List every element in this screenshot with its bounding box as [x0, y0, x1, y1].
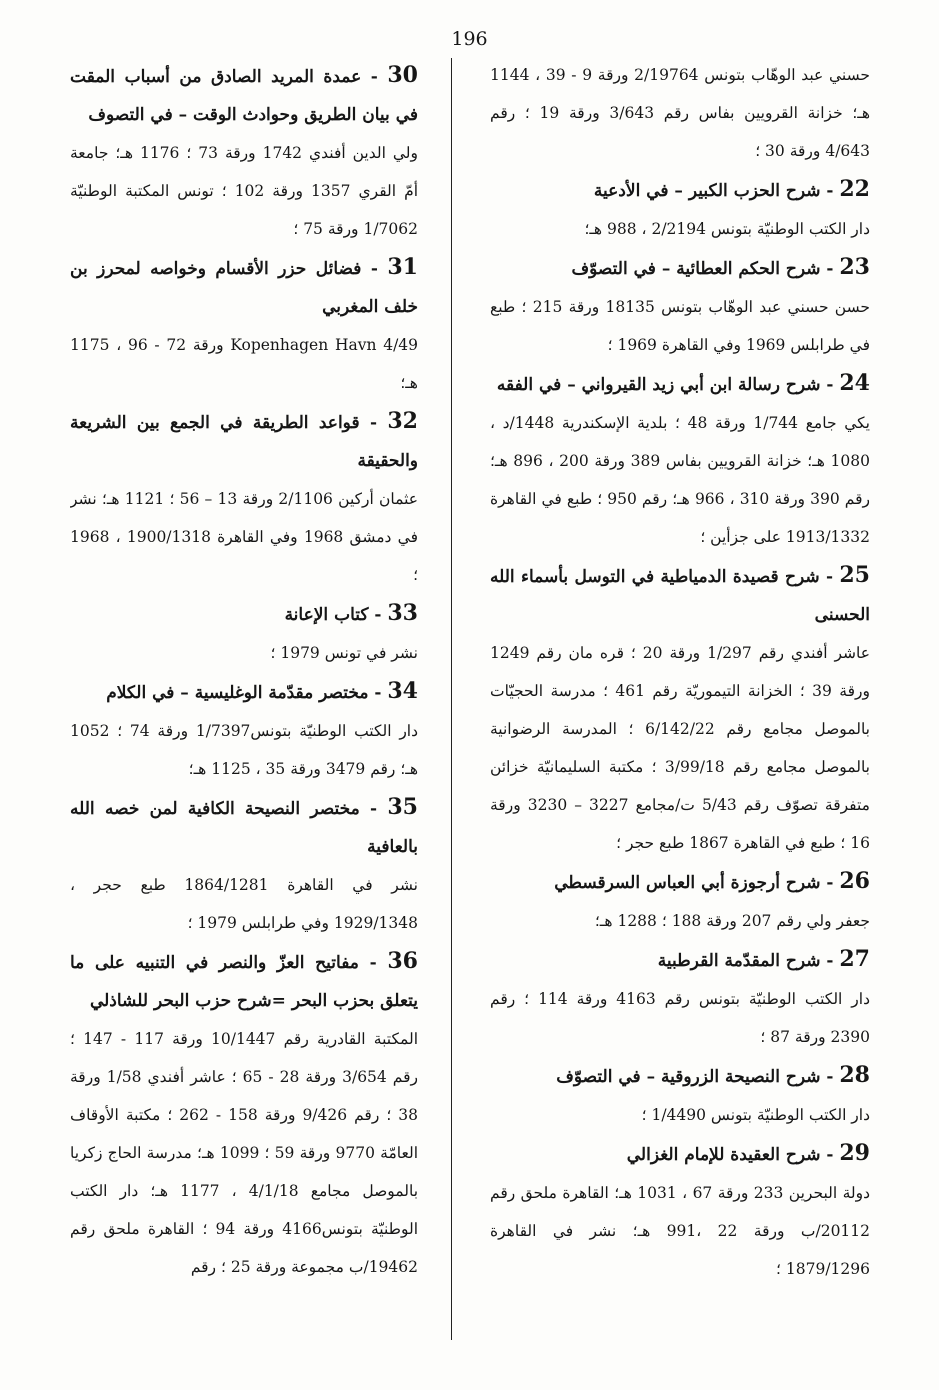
entry-title-text: - شرح العقيدة للإمام الغزالي	[626, 1145, 840, 1165]
entry-number: 35	[387, 794, 418, 820]
entry-number: 34	[387, 678, 418, 704]
entry-28	[490, 1056, 870, 1134]
entry-body: حسن حسني عبد الوهّاب بتونس 18135 ورقة 215 ؛ طبع في طرابلس 1969 وفي القاهرة 1969 ؛	[490, 298, 870, 354]
entry-31	[70, 248, 418, 402]
entry-title	[490, 556, 870, 634]
entry-body: دار الكتب الوطنيّة بتونس 2/2194 ، 988 هـ؛	[584, 220, 870, 238]
entry-22	[490, 170, 870, 248]
entry-number: 31	[387, 254, 418, 280]
entry-29	[490, 1134, 870, 1288]
entry-33	[70, 594, 418, 672]
entry-number: 24	[839, 370, 870, 396]
entry-body: عاشر أفندي رقم 1/297 ورقة 20 ؛ قره مان رقم 1249 ورقة 39 ؛ الخزانة التيموريّة رقم 461 ؛ مدرسة الحجيّات بالموصل مجامع رقم 6/142/22 ؛ المدرسة الرضوانية بالموصل مجامع رقم 3/99/18 ؛ مكتبة السليمانيّة خزائن متفرقة تصوّف رقم 5/43 ت/مجامع 3227 – 3230 ورقة 16 ؛ طبع في القاهرة 1867 طبع حجر ؛	[490, 644, 870, 852]
entry-title-text: - شرح الحكم العطائية – في التصوّف	[571, 259, 840, 279]
column-divider	[451, 58, 452, 1340]
entry-27	[490, 940, 870, 1056]
entry-title	[490, 248, 870, 288]
entry-number: 36	[387, 948, 418, 974]
entry-body: حسني عبد الوهّاب بتونس 2/19764 ورقة 9 - 39 ، 1144 هـ؛ خزانة القرويين بفاس رقم 3/643 ورقة 19 ؛ رقم 4/643 ورقة 30 ؛	[490, 66, 870, 160]
entry-body: نشر في تونس 1979 ؛	[270, 644, 418, 662]
entry-number: 33	[387, 600, 418, 626]
entry-title	[70, 942, 418, 1020]
entry-25	[490, 556, 870, 862]
entry-number: 22	[839, 176, 870, 202]
entry-body: عثمان أركين 2/1106 ورقة 13 – 56 ؛ 1121 هـ؛ نشر في دمشق 1968 وفي القاهرة 1900/1318 ، 1968 ؛	[70, 490, 418, 584]
entry-body: دار الكتب الوطنيّة بتونس رقم 4163 ورقة 114 ؛ رقم 2390 ورقة 87 ؛	[490, 990, 870, 1046]
entry-26	[490, 862, 870, 940]
entry-title-text: - شرح أرجوزة أبي العباس السرقسطي	[554, 873, 840, 893]
entry-title	[490, 862, 870, 902]
entry-title	[70, 788, 418, 866]
left-column	[70, 56, 418, 1346]
entry-24	[490, 364, 870, 556]
entry-number: 27	[839, 946, 870, 972]
entry-body: دار الكتب الوطنيّة بتونس1/7397 ورقة 74 ؛ 1052 هـ؛ رقم 3479 ورقة 35 ، 1125 هـ؛	[70, 722, 418, 778]
entry-36	[70, 942, 418, 1286]
entry-30	[70, 56, 418, 248]
entry-21	[490, 56, 870, 170]
entry-title	[70, 402, 418, 480]
entry-35	[70, 788, 418, 942]
entry-34	[70, 672, 418, 788]
entry-title-text: - شرح قصيدة الدمياطية في التوسل بأسماء الله الحسنى	[490, 567, 870, 625]
entry-title	[490, 170, 870, 210]
entry-number: 28	[839, 1062, 870, 1088]
entry-title-text: - كتاب الإعانة	[284, 605, 388, 625]
entry-title-text: - فضائل حزر الأقسام وخواصه لمحرز بن خلف المغربي	[70, 259, 418, 317]
entry-title	[70, 248, 418, 326]
right-column	[490, 56, 870, 1346]
entry-32	[70, 402, 418, 594]
entry-number: 30	[387, 62, 418, 88]
entry-title-text: - شرح رسالة ابن أبي زيد القيرواني – في الفقه	[496, 375, 840, 395]
page-number: 196	[451, 28, 488, 50]
entry-number: 26	[839, 868, 870, 894]
entry-title-text: - عمدة المريد الصادق من أسباب المقت في بيان الطريق وحوادث الوقت – في التصوف	[70, 67, 418, 125]
entry-body: دولة البحرين 233 ورقة 67 ، 1031 هـ؛ القاهرة ملحق رقم 20112/ب ورقة 22 ،991 هـ؛ نشر في القاهرة 1879/1296 ؛	[490, 1184, 870, 1278]
entry-title	[70, 594, 418, 634]
entry-number: 32	[387, 408, 418, 434]
entry-title	[490, 1134, 870, 1174]
entry-title-text: - مختصر مقدّمة الوغليسية – في الكلام	[106, 683, 388, 703]
entry-title	[490, 1056, 870, 1096]
entry-body: ولي الدين أفندي 1742 ورقة 73 ؛ 1176 هـ؛ جامعة أمّ القري 1357 ورقة 102 ؛ تونس المكتبة الوطنيّة 1/7062 ورقة 75 ؛	[70, 144, 418, 238]
entry-title-text: - شرح النصيحة الزروقية – في التصوّف	[556, 1067, 840, 1087]
entry-body: المكتبة القادرية رقم 10/1447 ورقة 117 - 147 ؛ رقم 3/654 ورقة 28 - 65 ؛ عاشر أفندي 1/58 ورقة 38 ؛ رقم 9/426 ورقة 158 - 262 ؛ مكتبة الأوقاف العامّة 9770 ورقة 59 ؛ 1099 هـ؛ مدرسة الحاج زكريا بالموصل مجامع 4/1/18 ، 1177 هـ؛ دار الكتب الوطنيّة بتونس4166 ورقة 94 ؛ القاهرة ملحق رقم 19462/ب مجموعة ورقة 25 ؛ رقم	[70, 1030, 418, 1276]
entry-title-text: - قواعد الطريقة في الجمع بين الشريعة والحقيقة	[70, 413, 418, 471]
entry-number: 29	[839, 1140, 870, 1166]
entry-title-text: - مفاتيح العزّ والنصر في التنبيه على ما يتعلق بحزب البحر =شرح حزب البحر للشاذلي	[70, 953, 418, 1011]
entry-body: دار الكتب الوطنيّة بتونس 1/4490 ؛	[641, 1106, 870, 1124]
entry-number: 23	[839, 254, 870, 280]
entry-title-text: - شرح الحزب الكبير – في الأدعية	[593, 181, 840, 201]
entry-body: Kopenhagen Havn 4/49 ورقة 72 - 96 ، 1175 هـ؛	[70, 336, 418, 392]
entry-body: جعفر ولي رقم 207 ورقة 188 ؛ 1288 هـ؛	[594, 912, 870, 930]
entry-title	[490, 364, 870, 404]
entry-title-text: - شرح المقدّمة القرطبية	[657, 951, 840, 971]
entry-title	[70, 56, 418, 134]
entry-23	[490, 248, 870, 364]
entry-body: يكي جامع 1/744 ورقة 48 ؛ بلدية الإسكندرية 1448/د ، 1080 هـ؛ خزانة القرويين بفاس 389 ورقة 200 ، 896 هـ؛ رقم 390 ورقة 310 ، 966 هـ؛ رقم 950 ؛ طبع في القاهرة 1913/1332 على جزأين ؛	[490, 414, 870, 546]
entry-title	[490, 940, 870, 980]
entry-number: 25	[839, 562, 870, 588]
entry-title	[70, 672, 418, 712]
entry-title-text: - مختصر النصيحة الكافية لمن خصه الله بالعافية	[70, 799, 418, 857]
entry-body: نشر في القاهرة 1864/1281 طبع حجر ، 1929/1348 وفي طرابلس 1979 ؛	[70, 876, 418, 932]
